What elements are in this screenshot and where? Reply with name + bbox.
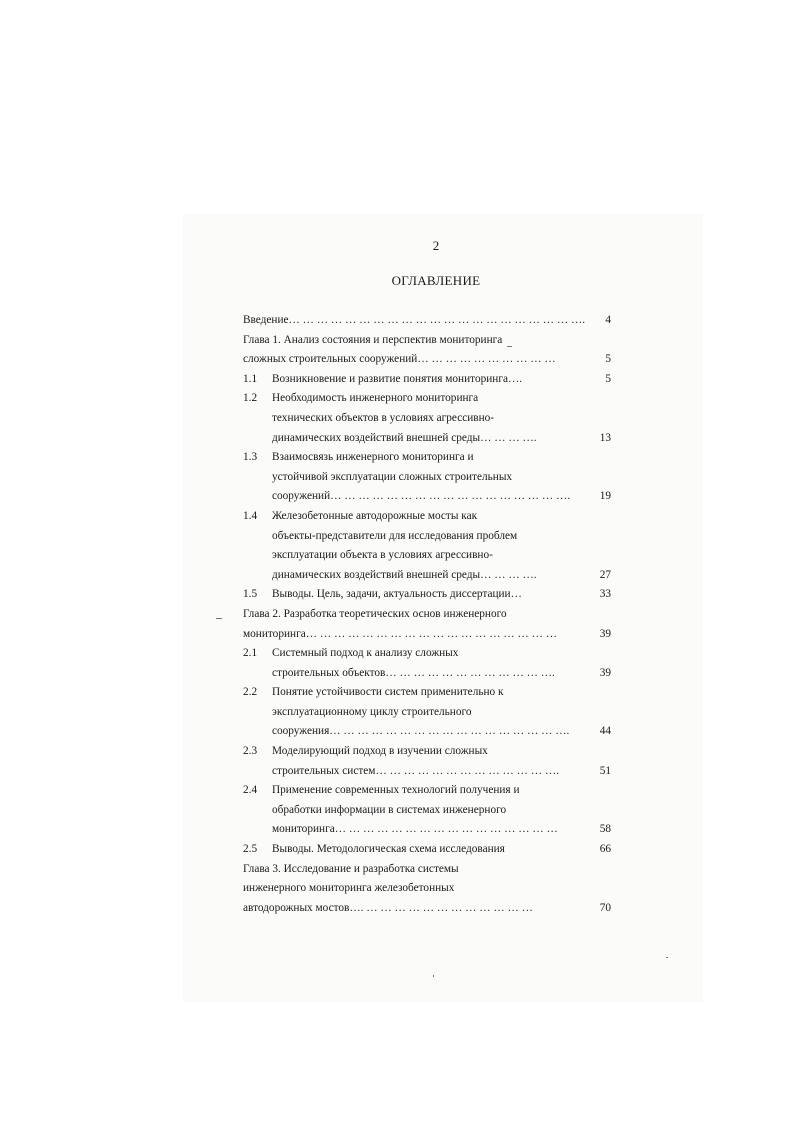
scan-speck (507, 346, 512, 347)
toc-entry-text: Глава 1. Анализ состояния и перспектив мониторинга (243, 333, 503, 346)
toc-page-number: 58 (599, 823, 611, 836)
toc-line (243, 683, 615, 703)
toc-entry-text: Глава 2. Разработка теоретических основ инженерного (243, 607, 507, 620)
toc-line (243, 370, 615, 390)
toc-entry-text: Возникновение и развитие понятия мониторинга…. (272, 372, 523, 385)
toc-line (243, 507, 615, 527)
toc-line (243, 448, 615, 468)
toc-entry-text: устойчивой эксплуатации сложных строительных (272, 470, 513, 483)
toc-title: ОГЛАВЛЕНИЕ (391, 273, 481, 288)
toc-line (243, 331, 615, 351)
toc-page-number: 70 (599, 901, 611, 914)
scan-speck (433, 975, 434, 977)
toc-page-number: 13 (599, 431, 611, 444)
toc-page-number: 27 (599, 568, 611, 581)
toc-entry-text: строительных объектов… … … … … … … … … … … …. (272, 666, 555, 679)
toc-entry-text: эксплуатационному циклу строительного (272, 705, 472, 718)
toc-line (243, 879, 615, 899)
table-of-contents (243, 311, 615, 918)
toc-entry-text: строительных систем… … … … … … … … … … … … …. (272, 764, 560, 777)
toc-page-number: 19 (599, 490, 611, 503)
toc-page-number: 44 (599, 725, 611, 738)
toc-page-number: 39 (599, 627, 611, 640)
toc-section-number: 2.2 (243, 686, 258, 699)
toc-line (243, 820, 615, 840)
toc-section-number: 2.5 (243, 843, 258, 856)
toc-entry-text: сооружения… … … … … … … … … … … … … … … … …. (272, 725, 570, 738)
toc-entry-text: автодорожных мостов…. … … … … … … … … … … … … (243, 901, 533, 914)
toc-section-number: 2.4 (243, 784, 258, 797)
toc-entry-text: Необходимость инженерного мониторинга (272, 392, 479, 405)
scan-speck (666, 957, 668, 958)
toc-entry-text: сооружений… … … … … … … … … … … … … … … … …. (272, 490, 571, 503)
toc-entry-text: Железобетонные автодорожные мосты как (272, 509, 478, 522)
toc-entry-text: Глава 3. Исследование и разработка системы (243, 862, 459, 875)
toc-line (243, 350, 615, 370)
toc-entry-text: динамических воздействий внешней среды… … … …. (272, 431, 537, 444)
toc-entry-text: эксплуатации объекта в условиях агрессивно- (272, 549, 493, 562)
toc-line (243, 527, 615, 547)
toc-entry-text: Взаимосвязь инженерного мониторинга и (272, 451, 474, 464)
toc-line (243, 566, 615, 586)
toc-line (243, 644, 615, 664)
toc-page-number: 4 (605, 314, 611, 326)
toc-entry-text: Понятие устойчивости систем применительно к (272, 686, 504, 699)
toc-entry-text: Выводы. Методологическая схема исследования (272, 843, 505, 856)
toc-entry-text: Применение современных технологий получения и (272, 784, 520, 797)
toc-line (243, 840, 615, 860)
toc-page-number: 5 (605, 353, 611, 366)
toc-entry-text: инженерного мониторинга железобетонных (243, 882, 455, 895)
toc-line (243, 860, 615, 880)
toc-line (243, 429, 615, 449)
toc-page-number: 5 (605, 372, 611, 385)
toc-entry-text: динамических воздействий внешней среды… … … …. (272, 568, 537, 581)
toc-line (243, 664, 615, 684)
toc-section-number: 1.3 (243, 451, 258, 464)
toc-line (243, 311, 615, 331)
toc-line (243, 801, 615, 821)
toc-line (243, 703, 615, 723)
toc-entry-text: сложных строительных сооружений… … … … … … … … … … (243, 353, 556, 366)
toc-line (243, 722, 615, 742)
toc-line (243, 468, 615, 488)
toc-line (243, 389, 615, 409)
toc-line (243, 585, 615, 605)
toc-entry-text: Системный подход к анализу сложных (272, 647, 459, 660)
toc-section-number: 1.5 (243, 588, 258, 601)
toc-page-number: 39 (599, 666, 611, 679)
scan-speck (216, 618, 222, 619)
toc-entry-text: Выводы. Цель, задачи, актуальность диссертации… (272, 588, 522, 601)
toc-section-number: 2.3 (243, 745, 258, 758)
toc-line (243, 605, 615, 625)
toc-line (243, 409, 615, 429)
toc-line (243, 546, 615, 566)
toc-page-number: 51 (599, 764, 611, 777)
toc-page-number: 66 (599, 843, 611, 856)
toc-entry-text: Моделирующий подход в изучении сложных (272, 745, 488, 758)
toc-line (243, 625, 615, 645)
toc-entry-text: Введение… … … … … … … … … … … … … … … … … … … … …. (243, 314, 586, 326)
toc-section-number: 1.1 (243, 372, 258, 385)
toc-entry-text: мониторинга… … … … … … … … … … … … … … … … … … (243, 627, 558, 640)
page-number: 2 (432, 238, 440, 253)
toc-line (243, 742, 615, 762)
toc-section-number: 2.1 (243, 647, 258, 660)
toc-section-number: 1.2 (243, 392, 258, 405)
toc-entry-text: обработки информации в системах инженерного (272, 803, 507, 816)
toc-line (243, 781, 615, 801)
toc-entry-text: технических объектов в условиях агрессивно- (272, 411, 495, 424)
toc-line (243, 487, 615, 507)
toc-page-number: 33 (599, 588, 611, 601)
toc-line (243, 762, 615, 782)
toc-entry-text: объекты-представители для исследования проблем (272, 529, 518, 542)
toc-entry-text: мониторинга… … … … … … … … … … … … … … … … (272, 823, 558, 836)
toc-line (243, 899, 615, 919)
toc-section-number: 1.4 (243, 509, 258, 522)
